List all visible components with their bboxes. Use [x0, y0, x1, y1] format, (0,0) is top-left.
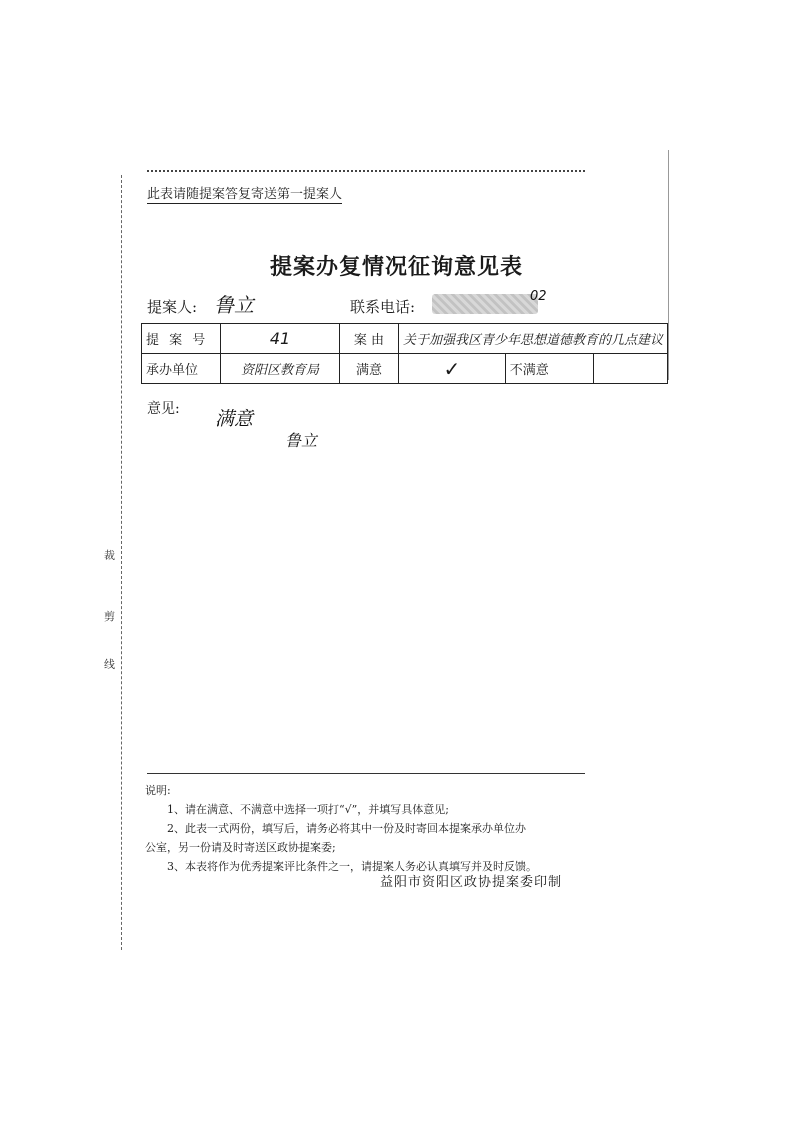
satisfied-check: ✓ — [399, 354, 506, 384]
table-row — [142, 354, 668, 384]
printed-by: 益阳市资阳区政协提案委印制 — [380, 875, 563, 890]
notes-block — [145, 781, 595, 876]
notes-heading: 说明: — [145, 784, 171, 797]
opinion-signature: 鲁立 — [285, 431, 318, 450]
proposer-value: 鲁立 — [214, 293, 254, 317]
opinion-text: 满意 — [215, 408, 254, 430]
note-item-2-cont: 公室，另一份请及时寄送区政协提案委; — [145, 841, 336, 854]
phone-label: 联系电话: — [350, 298, 416, 316]
proposer-label: 提案人: — [147, 298, 198, 316]
table-row — [142, 324, 668, 354]
number-label: 提 案 号 — [142, 324, 221, 354]
reason-label: 案 由 — [340, 324, 399, 354]
phone-tail: 02 — [530, 289, 547, 304]
cut-mark-1: 裁 — [104, 549, 115, 562]
note-item-3: 3、本表将作为优秀提案评比条件之一，请提案人务必认真填写并及时反馈。 — [167, 860, 537, 873]
satisfied-label: 满意 — [340, 354, 399, 384]
proposal-table — [141, 323, 668, 384]
form-title: 提案办复情况征询意见表 — [269, 254, 523, 280]
phone-redacted — [432, 294, 538, 314]
note-item-2: 2、此表一式两份，填写后，请务必将其中一份及时寄回本提案承办单位办 — [167, 822, 526, 835]
opinion-label: 意见: — [147, 401, 180, 417]
reason-value: 关于加强我区青少年思想道德教育的几点建议 — [399, 324, 668, 354]
number-value: 41 — [221, 324, 340, 354]
cut-mark-3: 线 — [104, 658, 115, 671]
unit-value: 资阳区教育局 — [221, 354, 340, 384]
notes-separator — [147, 773, 585, 774]
cut-line — [121, 175, 122, 950]
unit-label: 承办单位 — [142, 354, 221, 384]
unsatisfied-box — [594, 354, 668, 384]
send-notice: 此表请随提案答复寄送第一提案人 — [147, 183, 342, 204]
top-dotted-line — [147, 170, 585, 172]
unsatisfied-label: 不满意 — [505, 354, 594, 384]
note-item-1: 1、请在满意、不满意中选择一项打“√”，并填写具体意见; — [167, 803, 449, 816]
cut-mark-2: 剪 — [104, 610, 115, 623]
